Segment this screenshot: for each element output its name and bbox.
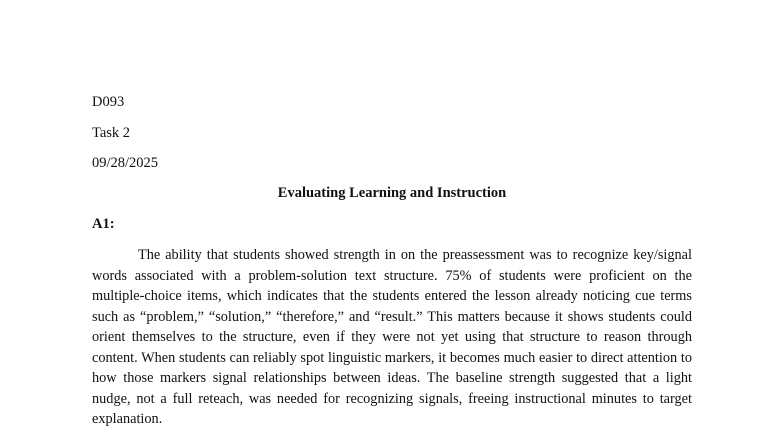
section-heading: A1:: [92, 216, 115, 232]
task-label: Task 2: [92, 125, 131, 141]
document-title: Evaluating Learning and Instruction: [277, 185, 507, 201]
body-paragraph: The ability that students showed strength in on the preassessment was to recognize key/signal words associated with a problem-solution text structure. 75% of students were proficient on the multiple-choice items, which indicates that the students entered the lesson already noticing cue terms such as “problem,” “solution,” “therefore,” and “result.” This matters because it shows students could orient themselves to the structure, even if they were not yet using that structure to reason through content. When students can reliably spot linguistic markers, it becomes much easier to direct attention to how those markers signal relationships between ideas. The baseline strength suggested that a light nudge, not a full reteach, was needed for recognizing signals, freeing instructional minutes to target explanation.: [92, 247, 692, 427]
document-date: 09/28/2025: [92, 155, 159, 171]
course-code: D093: [92, 94, 125, 110]
